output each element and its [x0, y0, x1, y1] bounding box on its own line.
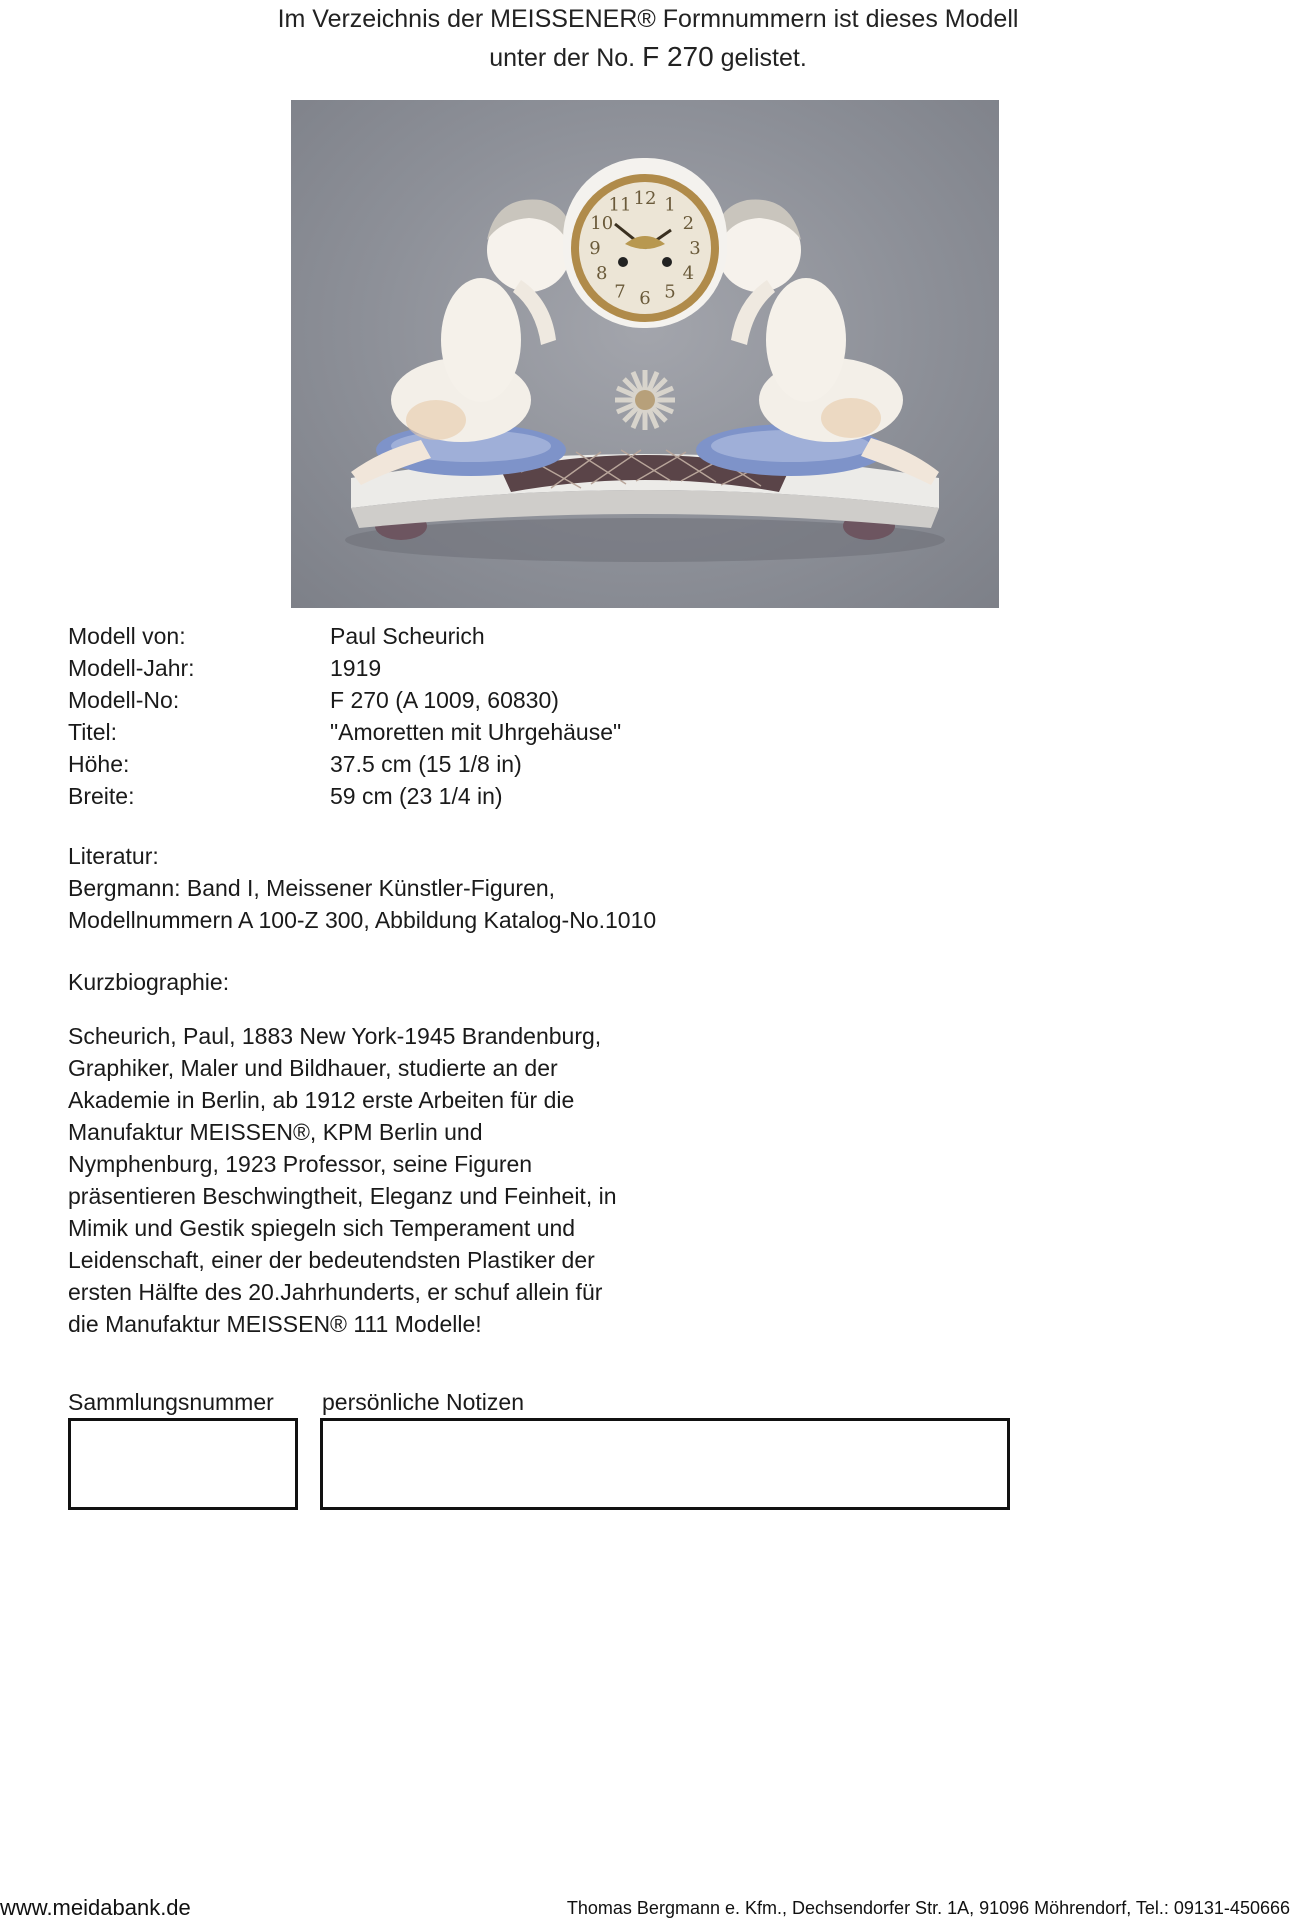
model-details [68, 620, 621, 812]
biography-line: Scheurich, Paul, 1883 New York-1945 Brandenburg, [68, 1023, 602, 1049]
personal-notes-field[interactable] [320, 1418, 1010, 1510]
biography-line: die Manufaktur MEISSEN® 111 Modelle! [68, 1311, 482, 1337]
clock-numeral: 2 [682, 213, 695, 234]
literature-line-2: Modellnummern A 100-Z 300, Abbildung Katalog-No.1010 [68, 907, 657, 933]
detail-value: 59 cm (23 1/4 in) [330, 783, 503, 809]
biography-line: Akademie in Berlin, ab 1912 erste Arbeiten für die [68, 1087, 575, 1113]
clock-numeral: 10 [590, 213, 614, 234]
footer-address: Thomas Bergmann e. Kfm., Dechsendorfer Str. 1A, 91096 Möhrendorf, Tel.: 09131-450666 [566, 1898, 1290, 1918]
literature-line-1: Bergmann: Band I, Meissener Künstler-Figuren, [68, 875, 556, 901]
pendulum-sunburst [615, 370, 675, 430]
clock [563, 158, 727, 328]
biography-line: präsentieren Beschwingtheit, Eleganz und Feinheit, in [68, 1183, 617, 1209]
detail-key: Modell von: [68, 623, 186, 649]
detail-row [68, 716, 621, 748]
clock-numeral: 7 [614, 281, 626, 303]
clock-numeral: 12 [633, 188, 657, 209]
clock-numeral: 6 [639, 288, 651, 309]
clock-numeral: 8 [595, 263, 608, 284]
detail-value: F 270 (A 1009, 60830) [330, 687, 559, 713]
footer-website[interactable]: www.meidabank.de [0, 1895, 191, 1920]
biography-line: ersten Hälfte des 20.Jahrhunderts, er schuf allein für [68, 1279, 603, 1305]
clock-numeral: 3 [689, 238, 701, 259]
header-line-1: Im Verzeichnis der MEISSENER® Formnummern ist dieses Modell [277, 5, 1019, 33]
header-suffix: gelistet. [720, 44, 807, 72]
detail-key: Höhe: [68, 751, 130, 777]
biography-line: Manufaktur MEISSEN®, KPM Berlin und [68, 1119, 483, 1145]
detail-key: Modell-Jahr: [68, 655, 195, 681]
clock-numeral: 9 [589, 238, 601, 259]
header-line-2 [0, 38, 1296, 77]
literature-section [68, 840, 656, 936]
literature-heading: Literatur: [68, 843, 159, 869]
biography-line: Leidenschaft, einer der bedeutendsten Plastiker der [68, 1247, 595, 1273]
clock-figurine-illustration [291, 100, 999, 608]
detail-value: Paul Scheurich [330, 623, 485, 649]
header-model-number: F 270 [642, 41, 714, 72]
collection-number-field[interactable] [68, 1418, 298, 1510]
clock-numeral: 1 [664, 194, 676, 216]
clock-numeral: 5 [664, 281, 676, 303]
clock-numeral: 11 [608, 194, 632, 216]
detail-row [68, 620, 621, 652]
detail-row [68, 652, 621, 684]
detail-value: 1919 [330, 655, 382, 681]
biography-line: Mimik und Gestik spiegeln sich Temperament und [68, 1215, 576, 1241]
biography-text [68, 1020, 648, 1340]
detail-key: Modell-No: [68, 687, 180, 713]
detail-value: "Amoretten mit Uhrgehäuse" [330, 719, 622, 745]
clock-numeral: 4 [682, 263, 695, 284]
detail-row [68, 684, 621, 716]
personal-notes-label: persönliche Notizen [322, 1389, 525, 1415]
biography-line: Nymphenburg, 1923 Professor, seine Figuren [68, 1151, 533, 1177]
detail-key: Titel: [68, 719, 117, 745]
header [0, 0, 1296, 77]
detail-row [68, 780, 621, 812]
detail-value: 37.5 cm (15 1/8 in) [330, 751, 522, 777]
detail-key: Breite: [68, 783, 135, 809]
biography-heading: Kurzbiographie: [68, 969, 230, 995]
header-prefix: unter der No. [489, 44, 636, 72]
collection-number-label: Sammlungsnummer [68, 1389, 274, 1415]
product-photo [291, 100, 999, 608]
biography-line: Graphiker, Maler und Bildhauer, studierte an der [68, 1055, 558, 1081]
detail-row [68, 748, 621, 780]
